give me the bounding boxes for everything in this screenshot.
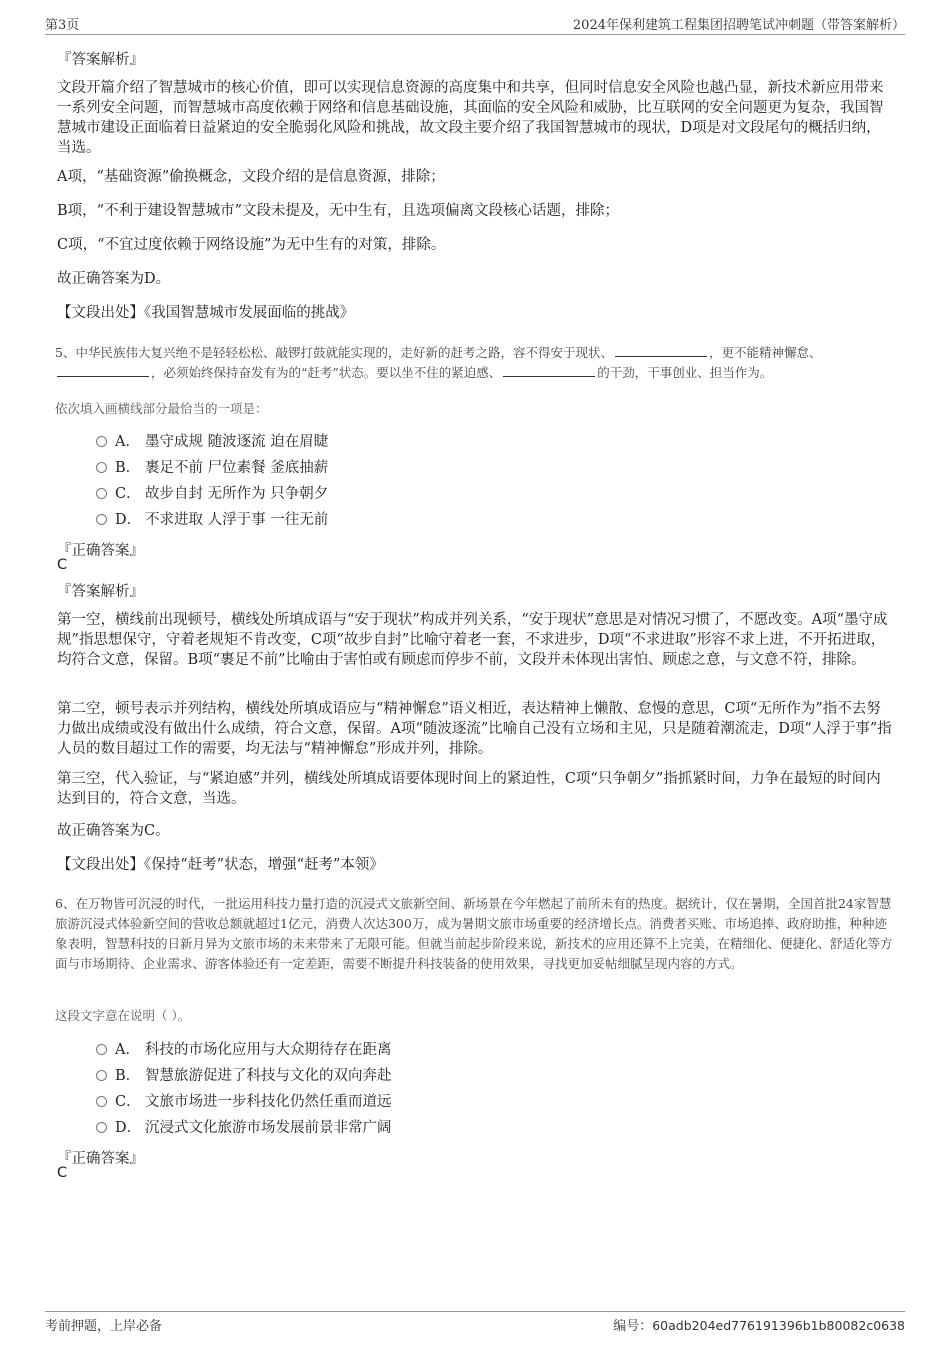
q6-correct-answer: C	[57, 1165, 68, 1181]
radio-icon[interactable]	[96, 488, 107, 499]
q6-option-a[interactable]: A． 科技的市场化应用与大众期待存在距离	[96, 1039, 392, 1061]
page-header	[45, 14, 905, 35]
radio-icon[interactable]	[96, 462, 107, 473]
q5-analysis-p1: 第一空，横线前出现顿号，横线处所填成语与“安于现状”构成并列关系，“安于现状”意思是对情况习惯了，不愿改变。A项“墨守成规”指思想保守，守着老规矩不肯改变，C项“故步自封”比喻守着老一套，不求进步，D项“不求进取”形容不求上进，不开拓进取，均符合文意，保留。B项“裹足不前”比喻由于害怕或有顾虑而停步不前，文段并未体现出害怕、顾虑之意，与文意不符，排除。	[57, 612, 888, 668]
document-title: 2024年保利建筑工程集团招聘笔试冲刺题（带答案解析）	[572, 18, 905, 33]
q4-source: 【文段出处】《我国智慧城市发展面临的挑战》	[57, 305, 355, 321]
q5-option-a[interactable]: A． 墨守成规 随波逐流 迫在眉睫	[96, 431, 328, 453]
radio-icon[interactable]	[96, 436, 107, 447]
q6-prompt: 这段文字意在说明（ ）。	[55, 1008, 191, 1023]
q5-option-d[interactable]: D． 不求进取 人浮于事 一往无前	[96, 509, 328, 531]
page-footer	[45, 1311, 905, 1334]
q5-answer: 故正确答案为C。	[57, 823, 170, 839]
q5-prompt: 依次填入画横线部分最恰当的一项是：	[55, 401, 268, 416]
radio-icon[interactable]	[96, 1122, 107, 1133]
q6-option-c[interactable]: C． 文旅市场进一步科技化仍然任重而道远	[96, 1091, 392, 1113]
q4-analysis-pB: B项，“不利于建设智慧城市”文段未提及，无中生有，且选项偏离文段核心话题，排除；	[57, 203, 619, 219]
q6-option-d[interactable]: D． 沉浸式文化旅游市场发展前景非常广阔	[96, 1117, 392, 1139]
q6-option-b[interactable]: B． 智慧旅游促进了科技与文化的双向奔赴	[96, 1065, 392, 1087]
q6-question-text: 6、在万物皆可沉浸的时代，一批运用科技力量打造的沉浸式文旅新空间、新场景在今年燃起了前所未有的热度。据统计，仅在暑期，全国首批24家智慧旅游沉浸式体验新空间的营收总额就超过1亿元，消费人次达300万，成为暑期文旅市场重要的经济增长点。消费者买账、市场追捧、政府助推，种种迹象表明，智慧科技的日新月异为文旅市场的未来带来了无限可能。但就当前起步阶段来说，新技术的应用还算不上完美，在精细化、便捷化、舒适化等方面与市场期待、企业需求、游客体验还有一定差距，需要不断提升科技装备的使用效果，寻找更加妥帖细腻呈现内容的方式。	[55, 896, 893, 971]
q6-correct-title: 『正确答案』	[57, 1151, 144, 1167]
footer-slogan: 考前押题，上岸必备	[45, 1319, 163, 1334]
q5-analysis-title: 『答案解析』	[57, 584, 144, 600]
answer-blank-3	[503, 364, 595, 377]
q5-analysis-p2: 第二空，顿号表示并列结构，横线处所填成语应与“精神懈怠”语义相近，表达精神上懒散、怠慢的意思，C项“无所作为”指不去努力做出成绩或没有做出什么成绩，符合文意，保留。A项“随波逐流”比喻自己没有立场和主见，只是随着潮流走，D项“人浮于事”指人员的数目超过工作的需要，均无法与“精神懈怠”形成并列，排除。	[57, 701, 892, 757]
page-number: 第3页	[45, 18, 80, 33]
q4-analysis-title: 『答案解析』	[57, 52, 144, 68]
radio-icon[interactable]	[96, 1044, 107, 1055]
q5-question-text: 5、中华民族伟大复兴绝不是轻轻松松、敲锣打鼓就能实现的，走好新的赶考之路，容不得安于现状、 ，更不能精神懈怠、，必须始终保持奋发有为的“赶考”状态。要以坐不住的紧迫感、 的干劲，干事创业、担当作为。	[55, 345, 822, 380]
q4-analysis-pC: C项，“不宜过度依赖于网络设施”为无中生有的对策，排除。	[57, 237, 446, 253]
radio-icon[interactable]	[96, 514, 107, 525]
radio-icon[interactable]	[96, 1096, 107, 1107]
q4-analysis-pA: A项，“基础资源”偷换概念，文段介绍的是信息资源，排除；	[57, 169, 445, 185]
document-code: 编号：60adb204ed776191396b1b80082c0638	[613, 1318, 905, 1334]
q5-analysis-p3: 第三空，代入验证，与“紧迫感”并列，横线处所填成语要体现时间上的紧迫性，C项“只争朝夕”指抓紧时间，力争在最短的时间内达到目的，符合文意，当选。	[57, 771, 881, 807]
q4-answer: 故正确答案为D。	[57, 271, 171, 287]
q4-analysis-p1: 文段开篇介绍了智慧城市的核心价值，即可以实现信息资源的高度集中和共享，但同时信息安全风险也越凸显，新技术新应用带来一系列安全问题，而智慧城市高度依赖于网络和信息基础设施，其面临的安全风险和威胁，比互联网的安全问题更为复杂，我国智慧城市建设正面临着日益紧迫的安全脆弱化风险和挑战，故文段主要介绍了我国智慧城市的现状，D项是对文段尾句的概括归纳，当选。	[57, 80, 884, 156]
answer-blank-2	[57, 364, 149, 377]
answer-blank-1	[615, 344, 707, 357]
radio-icon[interactable]	[96, 1070, 107, 1081]
q5-option-c[interactable]: C． 故步自封 无所作为 只争朝夕	[96, 483, 328, 505]
q5-source: 【文段出处】《保持“赶考”状态，增强“赶考”本领》	[57, 857, 384, 873]
q5-option-b[interactable]: B． 裹足不前 尸位素餐 釜底抽薪	[96, 457, 328, 479]
q5-correct-answer: C	[57, 557, 68, 573]
q5-correct-title: 『正确答案』	[57, 543, 144, 559]
